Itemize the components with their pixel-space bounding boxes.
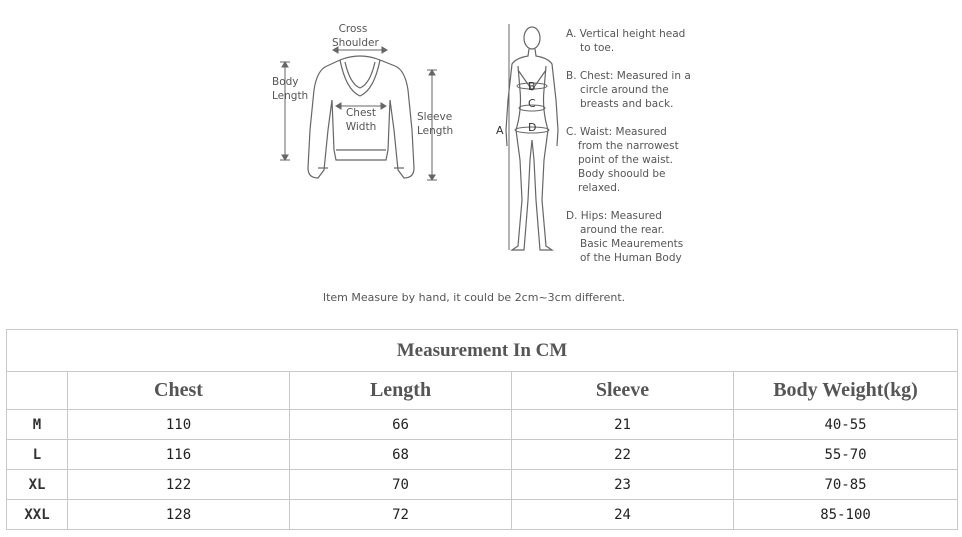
weight-value: 70-85 [734, 470, 958, 500]
sleeve-value: 22 [512, 440, 734, 470]
size-table [6, 329, 958, 530]
header-sleeve: Sleeve [512, 372, 734, 410]
length-value: 68 [290, 440, 512, 470]
chest-value: 116 [68, 440, 290, 470]
table-row [7, 470, 958, 500]
header-length: Length [290, 372, 512, 410]
table-row [7, 500, 958, 530]
length-value: 72 [290, 500, 512, 530]
table-title-row [7, 330, 958, 372]
sleeve-value: 21 [512, 410, 734, 440]
weight-value: 55-70 [734, 440, 958, 470]
header-body-weight: Body Weight(kg) [734, 372, 958, 410]
table-title: Measurement In CM [7, 330, 958, 372]
figure-letter-a: A [496, 124, 504, 137]
length-value: 66 [290, 410, 512, 440]
table-row [7, 440, 958, 470]
figure-letter-b: B [528, 80, 536, 93]
chest-value: 122 [68, 470, 290, 500]
measurement-legend [566, 27, 696, 279]
figure-letter-d: D [528, 121, 537, 134]
sleeve-value: 23 [512, 470, 734, 500]
chest-width-label: Chest Width [345, 107, 377, 133]
length-value: 70 [290, 470, 512, 500]
weight-value: 40-55 [734, 410, 958, 440]
size-label: XL [7, 470, 68, 500]
chest-value: 110 [68, 410, 290, 440]
chest-value: 128 [68, 500, 290, 530]
size-label: L [7, 440, 68, 470]
size-label: M [7, 410, 68, 440]
size-label: XXL [7, 500, 68, 530]
table-row [7, 410, 958, 440]
sleeve-length-label: Sleeve Length [417, 111, 454, 137]
weight-value: 85-100 [734, 500, 958, 530]
body-length-label: Body Length [272, 76, 309, 102]
sleeve-value: 24 [512, 500, 734, 530]
header-size [7, 372, 68, 410]
legend-item-d: D. Hips: Measured around the rear. Basic Meaurements of the Human Body [566, 210, 684, 264]
human-figure [506, 27, 558, 250]
legend-item-a: A. Vertical height head to toe. [566, 28, 686, 54]
header-chest: Chest [68, 372, 290, 410]
measure-note: Item Measure by hand, it could be 2cm~3cm different. [322, 291, 626, 304]
cross-shoulder-label: Cross Shoulder [332, 23, 379, 49]
table-header-row [7, 372, 958, 410]
legend-item-c: C. Waist: Measured from the narrowest point of the waist. Body shoould be relaxed. [566, 126, 679, 194]
legend-item-b: B. Chest: Measured in a circle around the breasts and back. [566, 70, 691, 110]
figure-letter-c: C [528, 97, 536, 110]
